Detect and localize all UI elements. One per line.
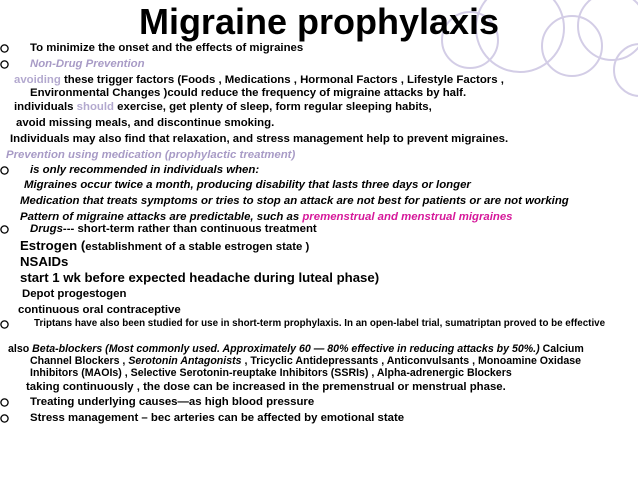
line-21-a: Channel Blockers , (30, 355, 129, 367)
line-20-c: Calcium (539, 343, 584, 355)
circle-bullet-icon (0, 414, 9, 423)
line-4: Environmental Changes )could reduce the frequency of migraine attacks by half. (30, 87, 467, 99)
line-20-b: Beta-blockers (Most commonly used. Approximately 60 — 80% effective in reducing attacks by 50%.) (32, 343, 540, 355)
line-23: taking continuously , the dose can be increased in the premenstrual or menstrual phase. (26, 381, 506, 393)
line-1: To minimize the onset and the effects of migraines (30, 42, 304, 54)
line-2-heading: Non-Drug Prevention (30, 58, 145, 70)
line-14-a: Estrogen ( (20, 238, 86, 253)
line-3-a: avoiding (14, 74, 61, 86)
line-9: is only recommended in individuals when: (30, 164, 260, 176)
line-3 (14, 74, 634, 87)
line-13-a: Drugs (30, 223, 63, 235)
line-12-b: premenstrual and menstrual migraines (302, 211, 513, 223)
line-5 (14, 101, 634, 114)
circle-bullet-icon (0, 60, 9, 69)
circle-bullet-icon (0, 166, 9, 175)
line-13 (30, 223, 634, 236)
line-3-b: these trigger factors (Foods , Medications , Hormonal Factors , Lifestyle Factors , (60, 74, 504, 86)
line-12-a: Pattern of migraine attacks are predictable, such as (20, 211, 303, 223)
line-8-heading: Prevention using medication (prophylactic treatment) (6, 149, 296, 161)
circle-bullet-icon (0, 225, 9, 234)
line-5-b: should (76, 101, 115, 113)
slide-title: Migraine prophylaxis (138, 1, 500, 42)
line-15: NSAIDs (20, 254, 69, 269)
circle-bullet-icon (0, 44, 9, 53)
line-21-c: , Tricyclic Antidepressants , Anticonvulsants , Monoamine Oxidase (241, 355, 582, 367)
line-17: Depot progestogen (22, 288, 127, 300)
line-22: Inhibitors (MAOIs) , Selective Serotonin-reuptake Inhibitors (SSRIs) , Alpha-adrenergic Blockers (30, 367, 512, 379)
circle-bullet-icon (0, 398, 9, 407)
line-16: start 1 wk before expected headache during luteal phase) (20, 270, 380, 285)
line-7: Individuals may also find that relaxation, and stress management help to prevent migraines. (10, 133, 509, 145)
line-6: avoid missing meals, and discontinue smoking. (16, 117, 275, 129)
line-20-a: also (8, 343, 33, 355)
line-5-a: individuals (14, 101, 77, 113)
line-24: Treating underlying causes—as high blood pressure (30, 396, 315, 408)
line-14 (20, 238, 634, 255)
line-11: Medication that treats symptoms or tries to stop an attack are not best for patients or are not working (20, 195, 569, 207)
line-18: continuous oral contraceptive (18, 304, 181, 316)
line-5-c: exercise, get plenty of sleep, form regular sleeping habits, (114, 101, 432, 113)
line-13-b: --- short-term rather than continuous treatment (62, 223, 317, 235)
line-21-b: Serotonin Antagonists (128, 355, 242, 367)
line-19: Triptans have also been studied for use in short-term prophylaxis. In an open-label trial, sumatriptan proved to be effective (34, 318, 606, 329)
circle-bullet-icon (0, 320, 9, 329)
line-14-b: establishment of a stable estrogen state ) (85, 241, 310, 253)
line-25: Stress management – bec arteries can be affected by emotional state (30, 412, 405, 424)
line-10: Migraines occur twice a month, producing disability that lasts three days or longer (24, 179, 471, 191)
